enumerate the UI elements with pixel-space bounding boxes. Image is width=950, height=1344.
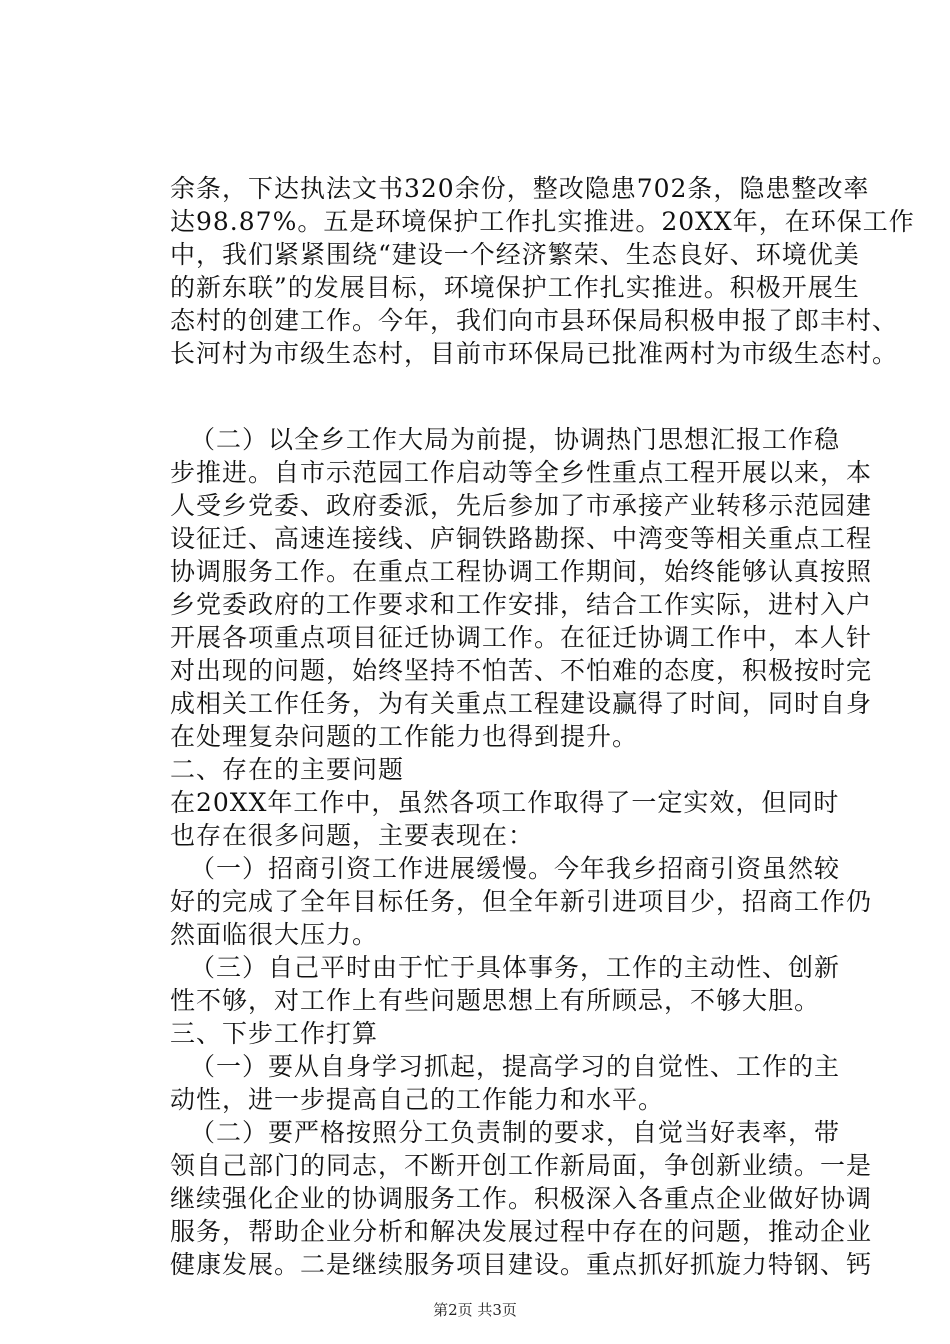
text-line: （三）自己平时由于忙于具体事务，工作的主动性、创新 xyxy=(190,953,841,982)
page-footer xyxy=(0,1300,950,1320)
paragraph-learning xyxy=(170,1050,841,1116)
text-line: 在20XX年工作中，虽然各项工作取得了一定实效，但同时 xyxy=(170,788,840,817)
text-line: （一）招商引资工作进展缓慢。今年我乡招商引资虽然较 xyxy=(190,854,841,883)
document-body xyxy=(170,172,915,1281)
text-line: 服务，帮助企业分析和解决发展过程中存在的问题，推动企业 xyxy=(170,1217,873,1246)
section-heading: 二、存在的主要问题 xyxy=(170,755,405,784)
page-number: 第2页 共3页 xyxy=(433,1301,517,1319)
text-line: 成相关工作任务，为有关重点工程建设赢得了时间，同时自身 xyxy=(170,689,873,718)
text-line: 性不够，对工作上有些问题思想上有所顾忌，不够大胆。 xyxy=(170,986,821,1015)
paragraph-environment xyxy=(170,172,915,370)
text-line: 步推进。自市示范园工作启动等全乡性重点工程开展以来，本 xyxy=(170,458,873,487)
text-line: 开展各项重点项目征迁协调工作。在征迁协调工作中，本人针 xyxy=(170,623,873,652)
section-heading-plans xyxy=(170,1017,830,1050)
text-line: 设征迁、高速连接线、庐铜铁路勘探、中湾变等相关重点工程 xyxy=(170,524,873,553)
text-line: 然面临很大压力。 xyxy=(170,920,379,949)
paragraph-coordination xyxy=(170,423,873,753)
text-line: 协调服务工作。在重点工程协调工作期间，始终能够认真按照 xyxy=(170,557,873,586)
text-line: 继续强化企业的协调服务工作。积极深入各重点企业做好协调 xyxy=(170,1184,873,1213)
text-line: （二）要严格按照分工负责制的要求，自觉当好表率，带 xyxy=(190,1118,841,1147)
text-line: 态村的创建工作。今年，我们向市县环保局积极申报了郎丰村、 xyxy=(170,306,899,335)
text-line: 长河村为市级生态村，目前市环保局已批准两村为市级生态村。 xyxy=(170,339,899,368)
text-line: 的新东联”的发展目标，环境保护工作扎实推进。积极开展生 xyxy=(170,273,860,302)
paragraph-problems-intro xyxy=(170,786,840,852)
text-line: 达98.87%。五是环境保护工作扎实推进。20XX年，在环保工作 xyxy=(170,207,915,236)
text-line: （一）要从自身学习抓起，提高学习的自觉性、工作的主 xyxy=(190,1052,841,1081)
text-line: 对出现的问题，始终坚持不怕苦、不怕难的态度，积极按时完 xyxy=(170,656,873,685)
paragraph-initiative xyxy=(170,951,841,1017)
text-line: 健康发展。二是继续服务项目建设。重点抓好抓旋力特钢、钙 xyxy=(170,1250,873,1279)
text-line: 人受乡党委、政府委派，先后参加了市承接产业转移示范园建 xyxy=(170,491,873,520)
section-heading: 三、下步工作打算 xyxy=(170,1019,379,1048)
text-line: 余条，下达执法文书320余份，整改隐患702条，隐患整改率 xyxy=(170,174,870,203)
text-line: 中，我们紧紧围绕“建设一个经济繁荣、生态良好、环境优美 xyxy=(170,240,860,269)
section-heading-problems xyxy=(170,753,830,786)
text-line: 好的完成了全年目标任务，但全年新引进项目少，招商工作仍 xyxy=(170,887,873,916)
text-line: 领自己部门的同志，不断开创工作新局面，争创新业绩。一是 xyxy=(170,1151,873,1180)
paragraph-investment xyxy=(170,852,873,951)
text-line: 也存在很多问题，主要表现在： xyxy=(170,821,535,850)
text-line: 乡党委政府的工作要求和工作安排，结合工作实际，进村入户 xyxy=(170,590,873,619)
text-line: 在处理复杂问题的工作能力也得到提升。 xyxy=(170,722,639,751)
text-line: 动性，进一步提高自己的工作能力和水平。 xyxy=(170,1085,665,1114)
paragraph-responsibility xyxy=(170,1116,873,1281)
paragraph-spacer xyxy=(170,370,830,423)
text-line: （二）以全乡工作大局为前提，协调热门思想汇报工作稳 xyxy=(190,425,841,454)
